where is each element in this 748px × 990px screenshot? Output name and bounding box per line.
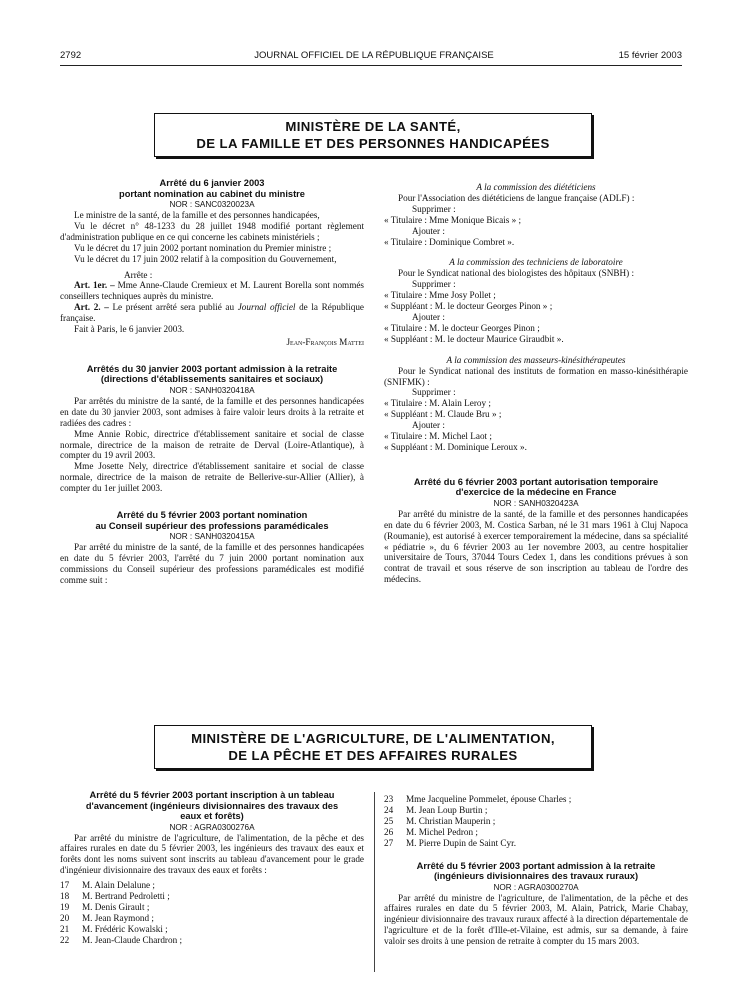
right-column-health [384,182,688,585]
decree-paramedical-title [60,510,364,531]
list-item [384,827,688,838]
decree-advancement-title-line1: Arrêté du 5 février 2003 portant inscription à un tableau [89,790,335,800]
list-item-name: Mme Jacqueline Pommelet, épouse Charles ; [406,794,572,804]
decree-medicine-title-line1: Arrêté du 6 février 2003 portant autorisation temporaire [413,476,659,487]
decree-retirement-rural-title-line1: Arrêté du 5 février 2003 portant admission à la retraite [416,860,656,871]
decree-medicine-title-line2: d'exercice de la médecine en France [455,487,617,498]
list-item-number: 26 [384,826,394,837]
art2-text-a: Le présent arrêté sera publié au [112,302,235,313]
list-item-number: 24 [384,804,394,815]
commission-masseurs-s2: « Suppléant : M. Claude Bru » ; [384,409,502,420]
decree-retirement-title-line1: Arrêtés du 30 janvier 2003 portant admission à la retraite [86,363,338,374]
decree-advancement-title-line2: d'avancement (ingénieurs divisionnaires des travaux des [85,800,339,811]
decree-cabinet-signature: Jean-François Mattei [286,336,364,347]
list-item-name: M. Alain Delalune ; [82,880,155,891]
decree-retirement-rural-p1: Par arrêté du ministre de l'agriculture, de l'alimentation, de la pêche et des affaires rurales en date du 5 février 2003, M. Alain, Patrick, Marie Chabay, ingénieur divisionnaire des travaux ruraux affecté à la direction départementale de l'agriculture et de la forêt d'Ille-et-Vilaine, est admis, sur sa demande, à faire valoir ses droits à une pension de retraite à compter du 15 mars 2003. [384,892,688,947]
issue-date: 15 février 2003 [618,50,682,61]
list-item-name: M. Jean-Claude Chardron ; [82,934,183,945]
commission-dieteticiens-s1: « Titulaire : Mme Monique Bicais » ; [384,214,522,225]
decree-paramedical-title-line1: Arrêté du 5 février 2003 portant nomination [116,510,308,521]
list-item-name: M. Jean Loup Burtin ; [406,804,488,815]
decree-advancement-nor: NOR : AGRA0300276A [169,822,255,832]
commission-masseurs-supprimer: Supprimer : [412,387,456,398]
list-item-name: M. Denis Girault ; [82,901,150,912]
commission-masseurs-a1: « Titulaire : M. Michel Laot ; [384,431,492,442]
commission-dieteticiens-intro: Pour l'Association des diététiciens de langue française (ADLF) : [398,192,635,203]
commission-techniciens-supprimer: Supprimer : [412,279,456,290]
ministry-agriculture-banner [154,725,592,769]
list-item [60,913,364,924]
list-item [384,805,688,816]
list-item-number: 23 [384,794,394,804]
commission-dieteticiens-supprimer: Supprimer : [412,203,456,214]
list-item-number: 19 [60,901,70,912]
decree-medicine-p1: Par arrêté du ministre de la santé, de la famille et des personnes handicapées en date du 6 février 2003, M. Costica Sarban, né le 31 mars 1961 à Cluj Napoca (Roumanie), est autorisé à exercer temporairement la médecine, dans sa spécialité « pédiatrie », du 6 février 2003 au 1er novembre 2003, au centre hospitalier universitaire de Tours, 37044 Tours Cedex 1, dans les conditions prévues à son contrat de travail et sous réserve de son inscription au tableau de l'ordre des médecins. [384,508,688,585]
right-column-agriculture [384,794,688,947]
decree-cabinet-p4: Vu le décret du 17 juin 2002 relatif à la composition du Gouvernement, [74,253,337,264]
list-item-number: 18 [60,891,70,902]
art2-text-b: de la République française. [60,302,364,324]
list-item-name: M. Christian Mauperin ; [406,815,496,826]
commission-masseurs-ajouter: Ajouter : [412,420,445,431]
decree-retirement-title [60,364,364,385]
page-number: 2792 [60,50,82,61]
commission-masseurs-s1: « Titulaire : M. Alain Leroy ; [384,398,491,409]
list-item-number: 20 [60,912,70,923]
decree-retirement-p2: Mme Annie Robic, directrice d'établissement sanitaire et social de classe normale, directrice de la maison de retraite de Derval (Loire-Atlantique), à compter du 19 avril 2003. [60,428,364,461]
list-item-name: M. Pierre Dupin de Saint Cyr. [406,837,516,848]
list-item-number: 25 [384,815,394,826]
decree-retirement-rural-title-line2: (ingénieurs divisionnaires des travaux ruraux) [433,871,639,882]
decree-cabinet-title-line2: portant nomination au cabinet du ministre [119,188,305,199]
decree-advancement-p1: Par arrêté du ministre de l'agriculture, de l'alimentation, de la pêche et des affaires rurales en date du 5 février 2003, les ingénieurs des travaux des eaux et forêts dont les noms suivent sont inscrits au tableau d'avancement pour le grade d'ingénieur divisionnaire des travaux des eaux et forêts : [60,832,364,876]
list-item [384,794,688,805]
decree-retirement-rural-nor: NOR : AGRA0300270A [493,882,579,892]
decree-advancement-title [60,790,364,822]
ministry-agriculture-line1: MINISTÈRE DE L'AGRICULTURE, DE L'ALIMENTATION, [191,731,555,746]
list-item-name: M. Frédéric Kowalski ; [82,923,168,934]
commission-dieteticiens-a1: « Titulaire : Dominique Combret ». [384,236,515,247]
decree-medicine-nor: NOR : SANH0320423A [493,498,579,508]
list-item-name: M. Bertrand Pedroletti ; [82,891,170,902]
decree-paramedical-title-line2: au Conseil supérieur des professions paramédicales [95,520,329,531]
commission-techniciens-s1: « Titulaire : Mme Josy Pollet ; [384,290,496,301]
art2-journal: Journal officiel [237,302,296,313]
commission-dieteticiens-ajouter: Ajouter : [412,225,445,236]
commission-techniciens-a2: « Suppléant : M. le docteur Maurice Giraudbit ». [384,333,564,344]
decree-cabinet-art2 [60,302,364,324]
decree-retirement-p1: Par arrêtés du ministre de la santé, de la famille et des personnes handicapées en date du 30 janvier 2003, sont admises à faire valoir leurs droits à la retraite et radiées des cadres : [60,395,364,428]
list-item [384,816,688,827]
art1-text: Mme Anne-Claude Cremieux et M. Laurent Borella sont nommés conseillers techniques auprès du ministre. [60,280,365,302]
list-item-number: 22 [60,934,70,945]
commission-masseurs-intro: Pour le Syndicat national des instituts de formation en masso-kinésithérapie (SNIFMK) : [384,365,688,387]
commission-techniciens-s2: « Suppléant : M. le docteur Georges Pinon » ; [384,301,553,312]
decree-cabinet-arrete: Arrête : [124,269,153,280]
commission-techniciens-intro: Pour le Syndicat national des biologistes des hôpitaux (SNBH) : [398,268,635,279]
journal-title: JOURNAL OFFICIEL DE LA RÉPUBLIQUE FRANÇAISE [254,50,494,61]
commission-masseurs-heading: A la commission des masseurs-kinésithérapeutes [446,354,626,365]
decree-cabinet-p1: Le ministre de la santé, de la famille et des personnes handicapées, [74,210,320,220]
commission-dieteticiens-heading: A la commission des diététiciens [476,182,596,192]
list-item [60,902,364,913]
commission-techniciens-a1: « Titulaire : M. le docteur Georges Pinon ; [384,322,540,333]
decree-paramedical-nor: NOR : SANH0320415A [169,532,255,542]
decree-medicine-title [384,477,688,498]
decree-retirement-p3: Mme Josette Nely, directrice d'établissement sanitaire et social de classe normale, directrice de la maison de retraite de Bellerive-sur-Allier (Allier), à compter du 1er juillet 2003. [60,461,364,494]
art1-label: Art. 1er. – [74,280,115,291]
decree-cabinet-nor: NOR : SANC0320023A [169,200,255,209]
decree-cabinet-art1 [60,280,364,302]
decree-cabinet-title [60,178,364,199]
decree-cabinet-fait: Fait à Paris, le 6 janvier 2003. [74,324,185,335]
decree-retirement-title-line2: (directions d'établissements sanitaires et sociaux) [100,374,324,385]
decree-retirement-rural-title [384,861,688,882]
art2-label: Art. 2. – [74,302,109,313]
list-item-name: M. Jean Raymond ; [82,912,154,923]
list-item [60,924,364,935]
left-column-agriculture [60,790,364,946]
list-item [60,880,364,891]
list-item [384,838,688,849]
ministry-agriculture-line2: DE LA PÊCHE ET DES AFFAIRES RURALES [228,748,518,763]
list-item-name: M. Michel Pedron ; [406,826,478,837]
ministry-health-line1: MINISTÈRE DE LA SANTÉ, [285,119,461,134]
commission-masseurs-a2: « Suppléant : M. Dominique Leroux ». [384,441,527,452]
decree-advancement-title-line3: eaux et forêts) [180,811,244,821]
list-item [60,935,364,946]
decree-retirement-nor: NOR : SANH0320418A [169,385,255,395]
column-divider [374,792,375,972]
commission-techniciens-heading: A la commission des techniciens de laboratoire [449,257,623,268]
ministry-health-banner [154,113,592,157]
list-item [60,891,364,902]
decree-cabinet-p3: Vu le décret du 17 juin 2002 portant nomination du Premier ministre ; [74,242,332,253]
left-column-health [60,178,364,586]
list-item-number: 27 [384,837,394,848]
list-item-number: 21 [60,923,70,934]
decree-cabinet-title-line1: Arrêté du 6 janvier 2003 [159,178,265,188]
decree-cabinet-p2: Vu le décret n° 48-1233 du 28 juillet 1948 modifié portant règlement d'administration publique en ce qui concerne les cabinets ministériels ; [60,220,364,242]
header-rule [60,65,682,66]
decree-paramedical-p1: Par arrêté du ministre de la santé, de la famille et des personnes handicapées en date du 5 février 2003, l'arrêté du 7 juin 2000 portant nomination aux commissions du Conseil supérieur des professions paramédicales est modifié comme suit : [60,542,364,585]
commission-techniciens-ajouter: Ajouter : [412,311,445,322]
ministry-health-line2: DE LA FAMILLE ET DES PERSONNES HANDICAPÉES [196,136,550,151]
list-item-number: 17 [60,880,70,891]
